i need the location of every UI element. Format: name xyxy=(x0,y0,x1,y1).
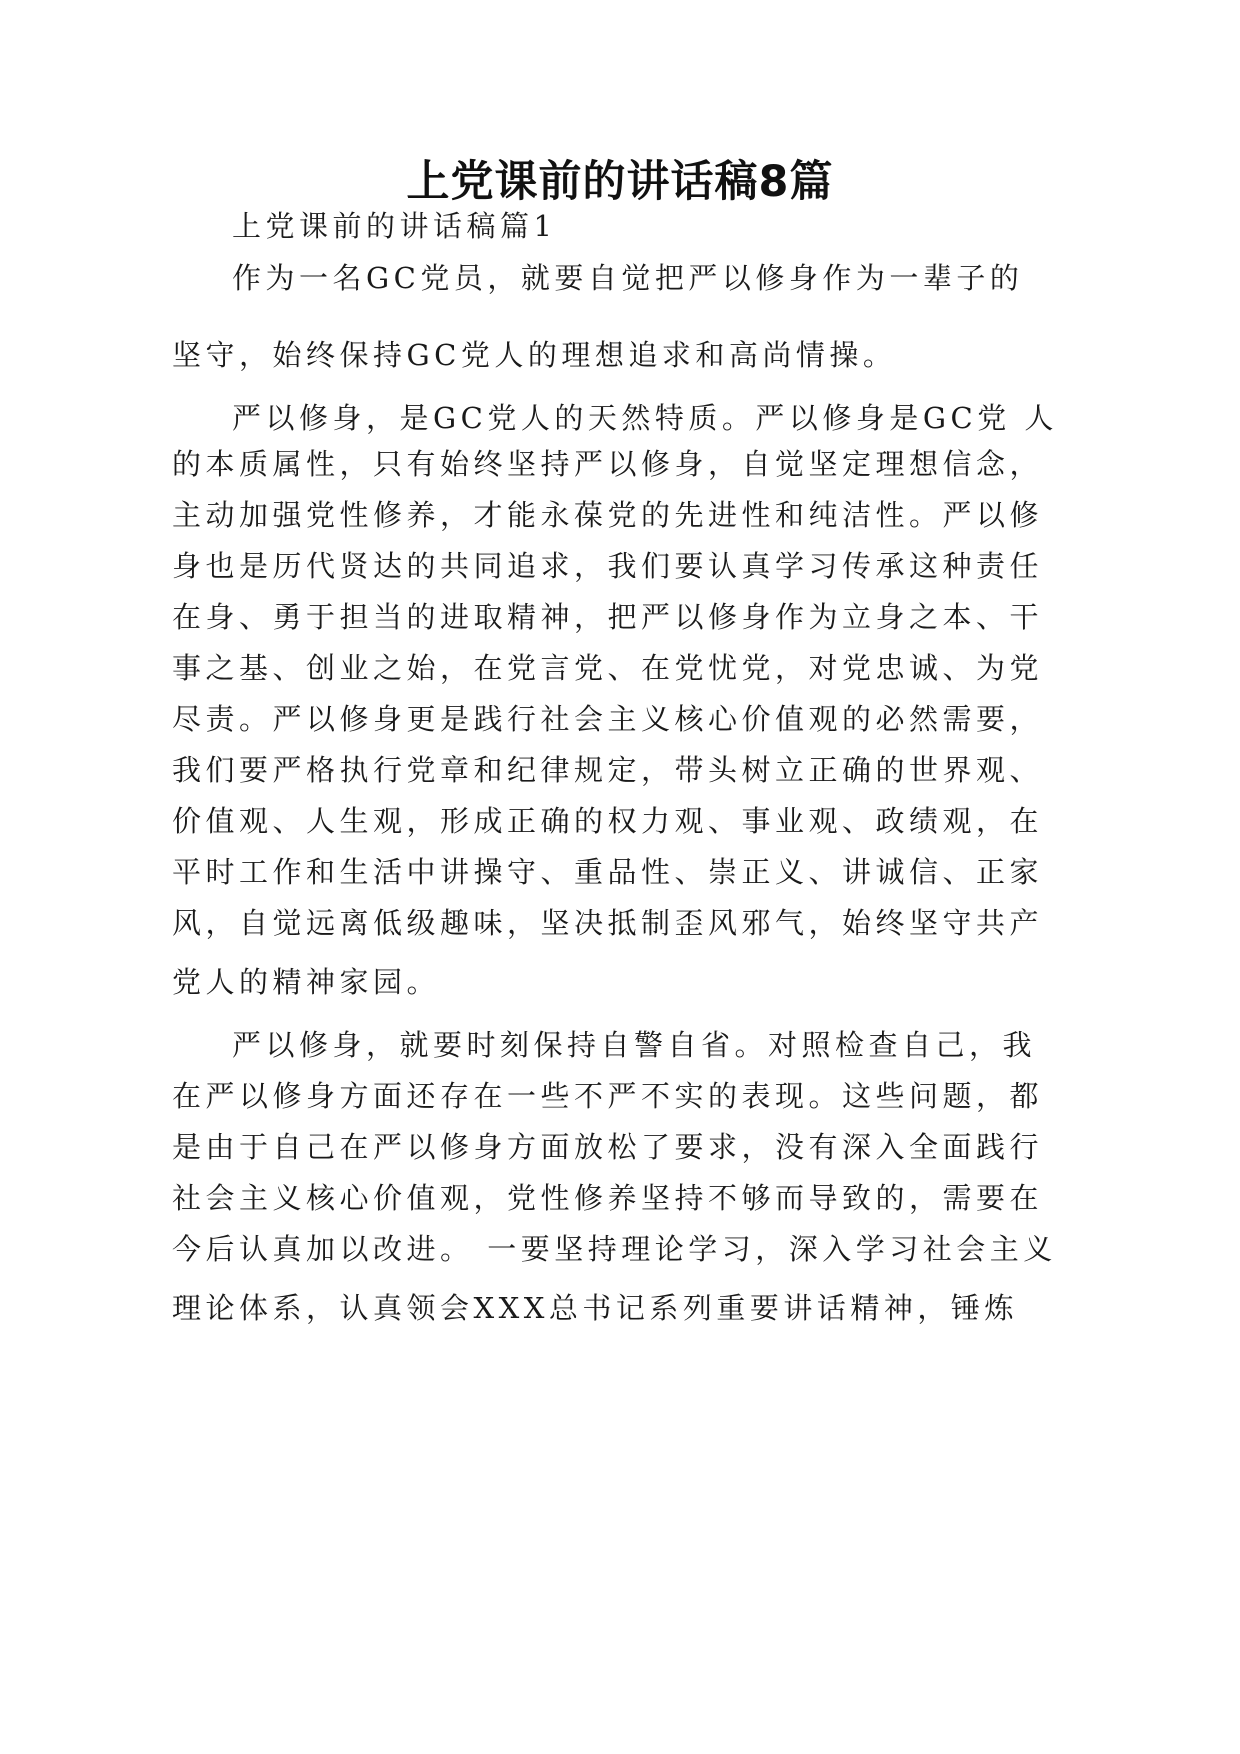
paragraph-line: 风，自觉远离低级趣味，坚决抵制歪风邪气，始终坚守共产 xyxy=(172,906,1044,940)
paragraph-line: 尽责。严以修身更是践行社会主义核心价值观的必然需要， xyxy=(172,702,1044,736)
paragraph-line: 在严以修身方面还存在一些不严不实的表现。这些问题，都 xyxy=(172,1079,1044,1113)
paragraph-line: 严以修身，就要时刻保持自警自省。对照检查自己，我 xyxy=(232,1028,1037,1062)
paragraph-line: 我们要严格执行党章和纪律规定，带头树立正确的世界观、 xyxy=(172,753,1044,787)
paragraph-line: 身也是历代贤达的共同追求，我们要认真学习传承这种责任 xyxy=(172,549,1044,583)
paragraph-line: 今后认真加以改进。 一要坚持理论学习，深入学习社会主义 xyxy=(172,1232,1057,1266)
paragraph-line: 党人的精神家园。 xyxy=(172,965,441,999)
paragraph-line: 价值观、人生观，形成正确的权力观、事业观、政绩观，在 xyxy=(172,804,1044,838)
paragraph-line: 在身、勇于担当的进取精神，把严以修身作为立身之本、干 xyxy=(172,600,1044,634)
paragraph-line: 理论体系，认真领会XXX总书记系列重要讲话精神，锤炼 xyxy=(172,1291,1018,1325)
paragraph-line: 平时工作和生活中讲操守、重品性、崇正义、讲诚信、正家 xyxy=(172,855,1044,889)
paragraph-line: 作为一名GC党员，就要自觉把严以修身作为一辈子的 xyxy=(232,261,1024,295)
paragraph-line: 是由于自己在严以修身方面放松了要求，没有深入全面践行 xyxy=(172,1130,1044,1164)
paragraph-line: 的本质属性，只有始终坚持严以修身，自觉坚定理想信念， xyxy=(172,447,1044,481)
paragraph-line: 事之基、创业之始，在党言党、在党忧党，对党忠诚、为党 xyxy=(172,651,1044,685)
section-heading: 上党课前的讲话稿篇1 xyxy=(232,209,557,243)
paragraph-line: 坚守，始终保持GC党人的理想追求和高尚情操。 xyxy=(172,338,897,372)
paragraph-line: 社会主义核心价值观，党性修养坚持不够而导致的，需要在 xyxy=(172,1181,1044,1215)
document-title: 上党课前的讲话稿8篇 xyxy=(406,157,834,207)
paragraph-line: 严以修身，是GC党人的天然特质。严以修身是GC党 人 xyxy=(232,401,1058,435)
paragraph-line: 主动加强党性修养，才能永葆党的先进性和纯洁性。严以修 xyxy=(172,498,1044,532)
